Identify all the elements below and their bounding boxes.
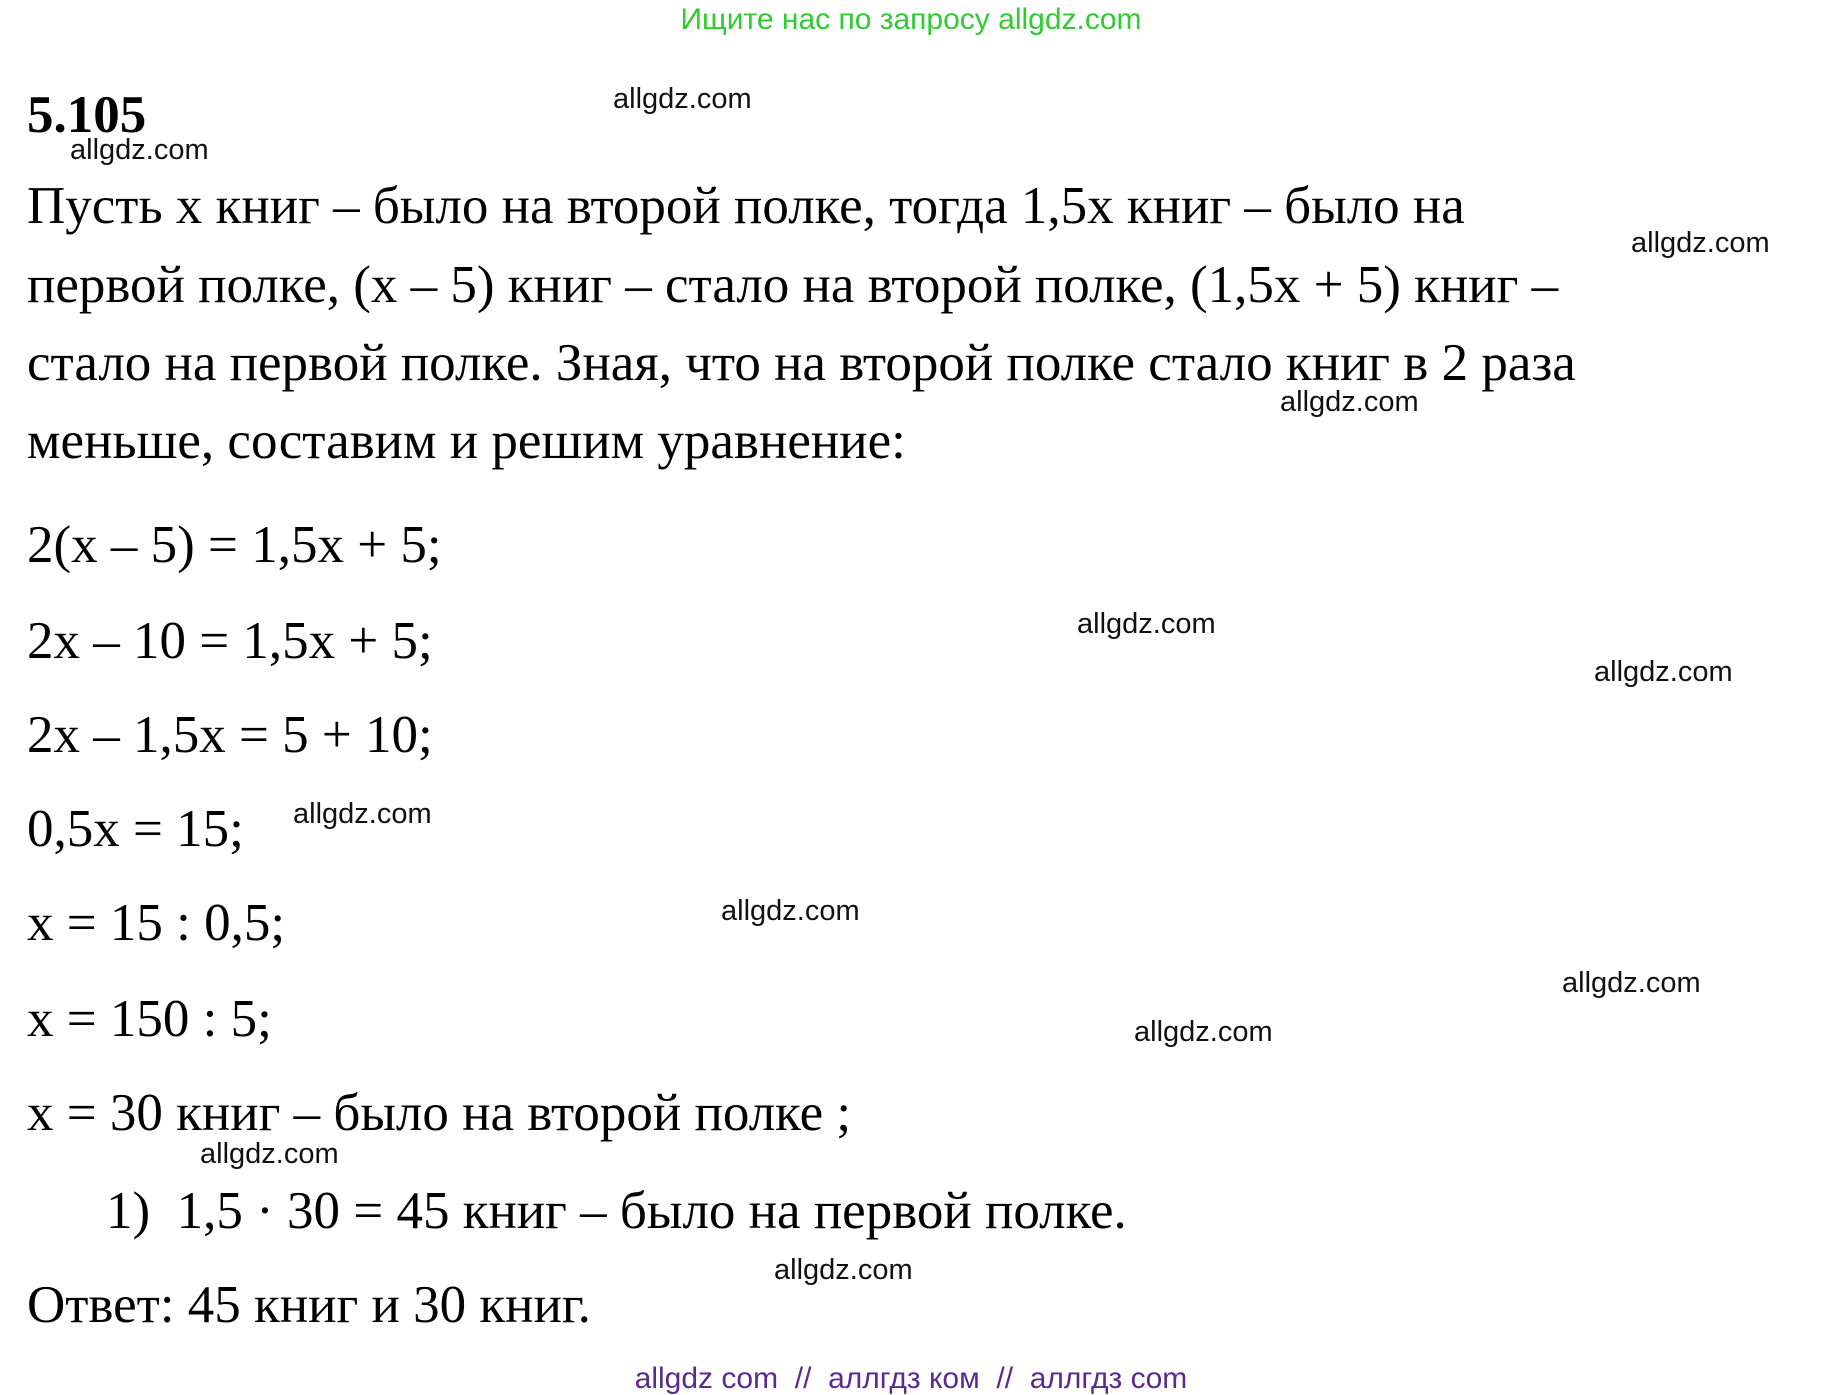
answer: Ответ: 45 книг и 30 книг. <box>27 1276 591 1334</box>
watermark: allgdz.com <box>1280 386 1419 418</box>
watermark: allgdz.com <box>1134 1016 1273 1048</box>
watermark: allgdz.com <box>1631 227 1770 259</box>
equation-line: х = 30 книг – было на второй полке ; <box>27 1084 852 1142</box>
paragraph-line: Пусть х книг – было на второй полке, тогда 1,5х книг – было на <box>27 177 1465 235</box>
equation-line: х = 15 : 0,5; <box>27 894 286 952</box>
watermark: allgdz.com <box>1562 967 1701 999</box>
watermark: allgdz.com <box>613 83 752 115</box>
watermark: allgdz.com <box>774 1254 913 1286</box>
paragraph-line: меньше, составим и решим уравнение: <box>27 412 906 470</box>
watermark: allgdz.com <box>721 895 860 927</box>
equation-line: 0,5х = 15; <box>27 800 244 858</box>
watermark: allgdz.com <box>70 134 209 166</box>
watermark: allgdz.com <box>293 798 432 830</box>
watermark: allgdz.com <box>1594 656 1733 688</box>
solution-step: 1) 1,5 · 30 = 45 книг – было на первой полке. <box>106 1182 1127 1240</box>
paragraph-line: стало на первой полке. Зная, что на второй полке стало книг в 2 раза <box>27 334 1576 392</box>
equation-line: 2(х – 5) = 1,5х + 5; <box>27 516 442 574</box>
equation-line: х = 150 : 5; <box>27 990 272 1048</box>
paragraph-line: первой полке, (х – 5) книг – стало на второй полке, (1,5х + 5) книг – <box>27 256 1559 314</box>
watermark: allgdz.com <box>1077 608 1216 640</box>
equation-line: 2х – 1,5х = 5 + 10; <box>27 706 433 764</box>
equation-line: 2х – 10 = 1,5х + 5; <box>27 612 433 670</box>
problem-number: 5.105 <box>27 86 147 144</box>
search-banner: Ищите нас по запросу allgdz.com <box>680 3 1142 36</box>
footer-links: allgdz com // аллгдз ком // аллгдз com <box>634 1362 1188 1395</box>
watermark: allgdz.com <box>200 1138 339 1170</box>
